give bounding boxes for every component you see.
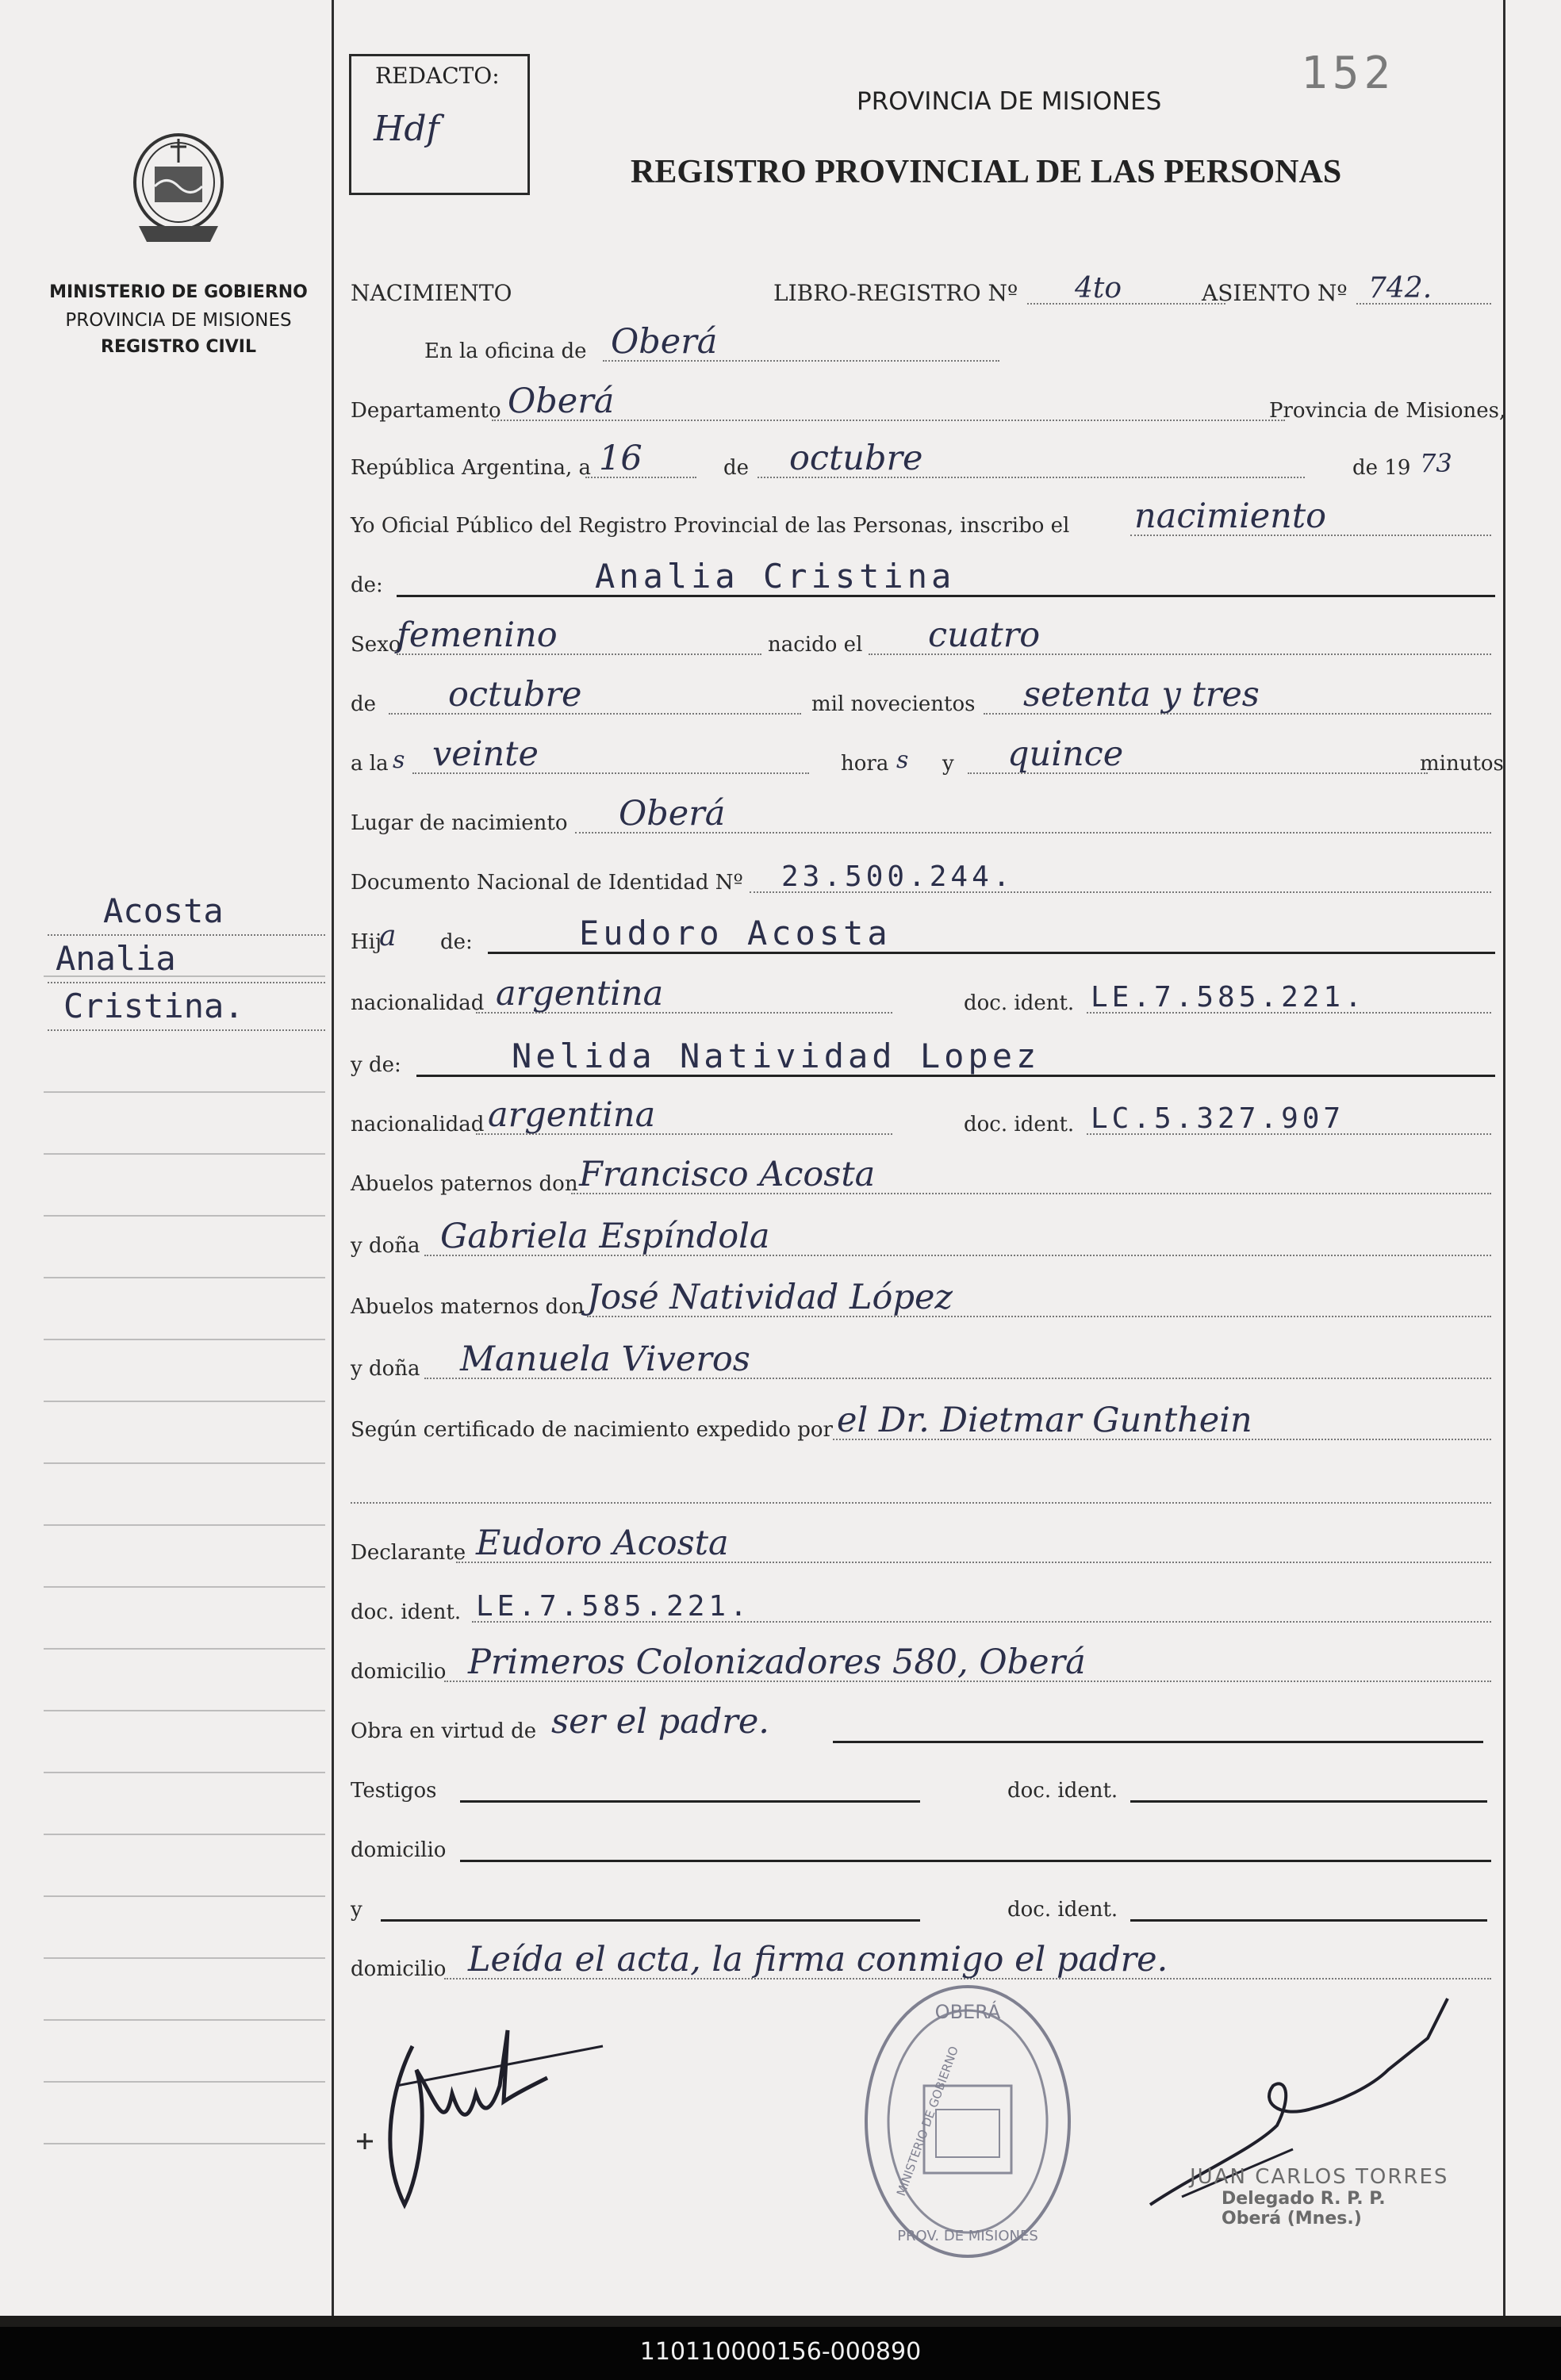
thousand-label: mil novecientos xyxy=(811,692,976,716)
place-label: Lugar de nacimiento xyxy=(351,811,568,835)
maternal-grandmother: Manuela Viveros xyxy=(460,1339,750,1379)
at-label: a la xyxy=(351,752,389,776)
maternal-grandfather-row xyxy=(349,1278,1495,1325)
officer-row xyxy=(349,496,1495,544)
office-label: En la oficina de xyxy=(424,339,587,363)
domicile-row xyxy=(349,1642,1495,1690)
mother-doc: LC.5.327.907 xyxy=(1091,1102,1345,1135)
registry-title: REGISTRO PROVINCIAL DE LAS PERSONAS xyxy=(631,154,1342,190)
father-row xyxy=(349,916,1495,960)
nationality-label: nacionalidad xyxy=(351,1113,485,1136)
declarant-doc: LE.7.585.221. xyxy=(476,1590,751,1623)
maternal-grandfather: José Natividad López xyxy=(587,1278,953,1317)
paternal-grandparents-label: Abuelos paternos don xyxy=(351,1172,578,1196)
certificate-continuation-row xyxy=(349,1467,1495,1512)
provincial-crest-icon xyxy=(123,127,234,254)
closing-label: domicilio xyxy=(351,1957,447,1981)
child-suffix: a xyxy=(379,920,397,952)
hours-suffix: s xyxy=(896,746,909,774)
place-value: Oberá xyxy=(619,794,726,834)
certificate-value: el Dr. Dietmar Gunthein xyxy=(837,1401,1252,1440)
witness-domicile-label: domicilio xyxy=(351,1838,447,1862)
capacity-value: ser el padre. xyxy=(551,1702,769,1742)
month-value: octubre xyxy=(789,439,923,478)
record-header-row xyxy=(349,268,1495,312)
redacto-label: REDACTO: xyxy=(375,63,500,89)
margin-annotation xyxy=(48,888,325,1031)
sex-value: femenino xyxy=(397,615,558,655)
officer-text: Yo Oficial Público del Registro Provincial de las Personas, inscribo el xyxy=(351,514,1070,538)
witness2-doc-label: doc. ident. xyxy=(1007,1898,1118,1922)
witness-label: Testigos xyxy=(351,1779,437,1803)
mother-row xyxy=(349,1039,1495,1083)
born-year-value: setenta y tres xyxy=(1023,675,1260,715)
certificate-label: Según certificado de nacimiento expedido por xyxy=(351,1418,833,1442)
birthplace-row xyxy=(349,794,1495,841)
book-label: LIBRO-REGISTRO Nº xyxy=(773,280,1018,306)
department-value: Oberá xyxy=(508,381,615,421)
capacity-label: Obra en virtud de xyxy=(351,1719,537,1743)
and-label: y xyxy=(942,752,954,776)
left-border-line xyxy=(332,0,334,2316)
witness2-row xyxy=(349,1884,1495,1928)
witness-row xyxy=(349,1765,1495,1809)
declarant-doc-row xyxy=(349,1586,1495,1631)
officer-value: nacimiento xyxy=(1134,496,1327,536)
official-title: Delegado R. P. P. xyxy=(1222,2189,1386,2209)
margin-annotation-line: Acosta xyxy=(48,888,325,936)
maternal-grandparents-label: Abuelos maternos don xyxy=(351,1295,585,1319)
mother-nationality: argentina xyxy=(488,1095,656,1135)
image-id-strip: 110110000156-000890 xyxy=(0,2327,1561,2380)
ministry-registry: REGISTRO CIVIL xyxy=(101,337,256,357)
redacto-box xyxy=(349,54,530,195)
province-suffix: Provincia de Misiones, xyxy=(1269,399,1506,423)
child-name: Analia Cristina xyxy=(595,557,956,596)
declarant-value: Eudoro Acosta xyxy=(476,1523,729,1563)
nationality-label: nacionalidad xyxy=(351,991,485,1015)
month-of-label: de xyxy=(351,692,377,716)
entry-value: 742. xyxy=(1368,272,1433,305)
office-value: Oberá xyxy=(611,322,718,362)
dona-label: y doña xyxy=(351,1234,420,1258)
official-place: Oberá (Mnes.) xyxy=(1222,2209,1362,2229)
child-de: de: xyxy=(440,930,473,954)
father-nationality-row xyxy=(349,974,1495,1021)
name-row xyxy=(349,559,1495,604)
witness-domicile-row xyxy=(349,1824,1495,1868)
father-nationality: argentina xyxy=(496,974,664,1014)
minutes-label: minutos xyxy=(1420,752,1504,776)
de-label: de xyxy=(723,456,750,480)
page-number: 152 xyxy=(1301,48,1396,99)
right-border-line xyxy=(1503,0,1505,2316)
paternal-grandmother: Gabriela Espíndola xyxy=(440,1217,770,1256)
father-name: Eudoro Acosta xyxy=(579,914,892,952)
declarant-signature-icon xyxy=(341,1999,611,2236)
margin-annotation-line: Cristina. xyxy=(48,983,325,1031)
closing-value: Leída el acta, la firma conmigo el padre. xyxy=(468,1940,1168,1980)
born-day-value: cuatro xyxy=(928,615,1041,655)
declarant-label: Declarante xyxy=(351,1541,466,1565)
born-label: nacido el xyxy=(768,633,863,657)
witness2-label: y xyxy=(351,1898,362,1922)
mother-nationality-row xyxy=(349,1095,1495,1143)
entry-label: ASIENTO Nº xyxy=(1202,280,1348,306)
born-month-row xyxy=(349,675,1495,722)
ministry-province: PROVINCIA DE MISIONES xyxy=(65,310,292,331)
official-name-stamp xyxy=(1190,2165,1448,2229)
capacity-row xyxy=(349,1702,1495,1750)
and-de-label: y de: xyxy=(351,1053,401,1077)
year-prefix: de 19 xyxy=(1352,456,1411,480)
date-row xyxy=(349,439,1495,486)
born-month-value: octubre xyxy=(448,675,582,715)
certificate-row xyxy=(349,1401,1495,1448)
paternal-grandmother-row xyxy=(349,1217,1495,1264)
declarant-doc-label: doc. ident. xyxy=(351,1600,462,1624)
mother-name: Nelida Natividad Lopez xyxy=(512,1037,1041,1075)
ministry-block xyxy=(32,279,325,360)
margin-annotation-line: Analia xyxy=(48,936,325,983)
margin-ruling xyxy=(44,1031,325,2205)
dona-label: y doña xyxy=(351,1357,420,1381)
day-value: 16 xyxy=(599,439,642,478)
stamp-bottom-text: PROV. DE MISIONES xyxy=(897,2228,1038,2244)
at-suffix: s xyxy=(393,746,405,774)
paternal-grandfather: Francisco Acosta xyxy=(579,1155,876,1194)
republic-label: República Argentina, a xyxy=(351,456,591,480)
hours-label: hora xyxy=(841,752,889,776)
year-suffix: 73 xyxy=(1420,448,1452,478)
book-value: 4to xyxy=(1075,272,1122,305)
sex-label: Sexo xyxy=(351,633,401,657)
dni-row xyxy=(349,857,1495,901)
department-row xyxy=(349,381,1506,429)
domicile-label: domicilio xyxy=(351,1660,447,1684)
de-colon: de: xyxy=(351,573,383,597)
department-label: Departamento xyxy=(351,399,501,423)
doc-label: doc. ident. xyxy=(964,991,1075,1015)
minutes-value: quince xyxy=(1007,734,1124,774)
father-doc: LE.7.585.221. xyxy=(1091,981,1366,1014)
dni-label: Documento Nacional de Identidad Nº xyxy=(351,871,743,895)
official-name: JUAN CARLOS TORRES xyxy=(1190,2165,1449,2189)
paternal-grandfather-row xyxy=(349,1155,1495,1202)
hour-value: veinte xyxy=(432,734,539,774)
doc-label: doc. ident. xyxy=(964,1113,1075,1136)
stamp-top-text: OBERÁ xyxy=(934,2001,1001,2023)
province-title: PROVINCIA DE MISIONES xyxy=(857,87,1162,116)
round-official-stamp-icon xyxy=(857,1975,1079,2268)
time-row xyxy=(349,734,1504,782)
sex-row xyxy=(349,615,1495,663)
office-row xyxy=(349,322,1495,370)
dni-value: 23.500.244. xyxy=(781,860,1014,893)
stamp-side-text: MINISTERIO DE GOBIERNO xyxy=(893,2044,961,2198)
child-label: Hij xyxy=(351,930,382,954)
redacto-initials: Hdf xyxy=(374,109,439,149)
maternal-grandmother-row xyxy=(349,1339,1495,1387)
domicile-value: Primeros Colonizadores 580, Oberá xyxy=(468,1642,1086,1682)
record-type: NACIMIENTO xyxy=(351,280,512,306)
ministry-name: MINISTERIO DE GOBIERNO xyxy=(49,282,308,302)
witness-doc-label: doc. ident. xyxy=(1007,1779,1118,1803)
declarant-row xyxy=(349,1523,1495,1571)
